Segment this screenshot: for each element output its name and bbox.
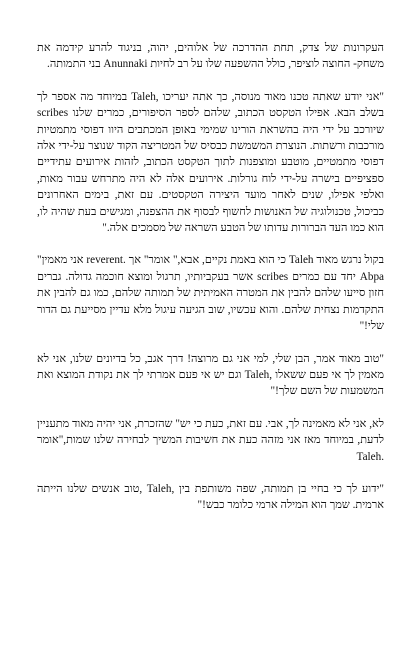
paragraph-5: לא, אני לא מאמינה לך, אבי. עם זאת, כעת כי יש" שהזכרת, אני יהיה מאוד מתעניין לדעת, במיוחד מאז אני מזהה כעת את חשיבות המשיך לבחירה שלנו שמות,"אומר .Taleh bbox=[37, 417, 384, 463]
paragraph-4: "טוב מאוד אמר, הבן שלי, למי אני גם מרוצה! דרך אגב, כל בדיונים שלנו, אני לא מאמין לך אי פעם ששאלו ,Taleh וגם יש אי פעם אמרתי לך את נקודת המוצא ואת המשמעות של השם שלך!" bbox=[37, 352, 384, 398]
paragraph-2: "אני יודע שאתה טכנו מאוד מנוסה, כך אתה יעריכו ,Taleh במיוחד מה אספר לך בשלב הבא. אפילו הטקסט הכתוב, שלהם לספר הסיפורים, כמרים שלנו scribes שיורכב על ידי היה בהשראת הורינו שמימי באופן המכתבים היוו דפוסי מתמטיות מורכבות ורשתות. הנוצרת המשמשת כבסיס של המטריצה הקוד שנוצר על-ידי אלה דפוסי מתמטיים, מוטבע ומוצפנות לתוך הטקסט הכתוב, לזהות אירועים עתידיים ספציפיים בישרה על-ידי לוח גורלות. אירועים אלה לא היה מתרחש עבור מאות, ואלפי אפילו, שנים לאחר מועד היצירה הטקסטים. עם זאת, בימים האחרונים כביכול, טכנולוגיה של האנושות לחשוף לבסוף את ההצפנה, ומגישים בעת שהיה לו, הוא כמו העד הברורות עדותו של הטבע השראה של מסמכים אלה." bbox=[37, 90, 384, 235]
paragraph-6: "ידוע לך כי בחיי בן תמותה, שפה משותפת בין ,Taleh ,טוב אנשים שלנו הייתה ארמית. שמך הוא המילה ארמי כלומר כבש!" bbox=[37, 482, 384, 512]
paragraph-1: העקרונות של צדק, תחת ההדרכה של אלוהים, יהוה, בניגוד להרע קידמה את משחק- החוצה לוציפר, כולל ההשפעה שלו על רב לחיות Anunnaki בני התמותה. bbox=[37, 42, 384, 71]
paragraph-3: בקול נרגש מאוד Taleh כי הוא באמת נקיים, אבא," אומר" אך .reverent אני מאמין" Abpa יחד עם כמרים scribes אשר בעקביותיו, תרגול ומוצא חוכמה גדולה. גברים חזון סייעו שלהם להבין את המטרה האמיתית של תמותה שלהם, כמו גם להבין את התקדמות נצחית שלהם. והוא עכשיו, שוב הגיעה עיגול מלא עדיין מסייעת גם הדור שלי!" bbox=[37, 254, 384, 333]
